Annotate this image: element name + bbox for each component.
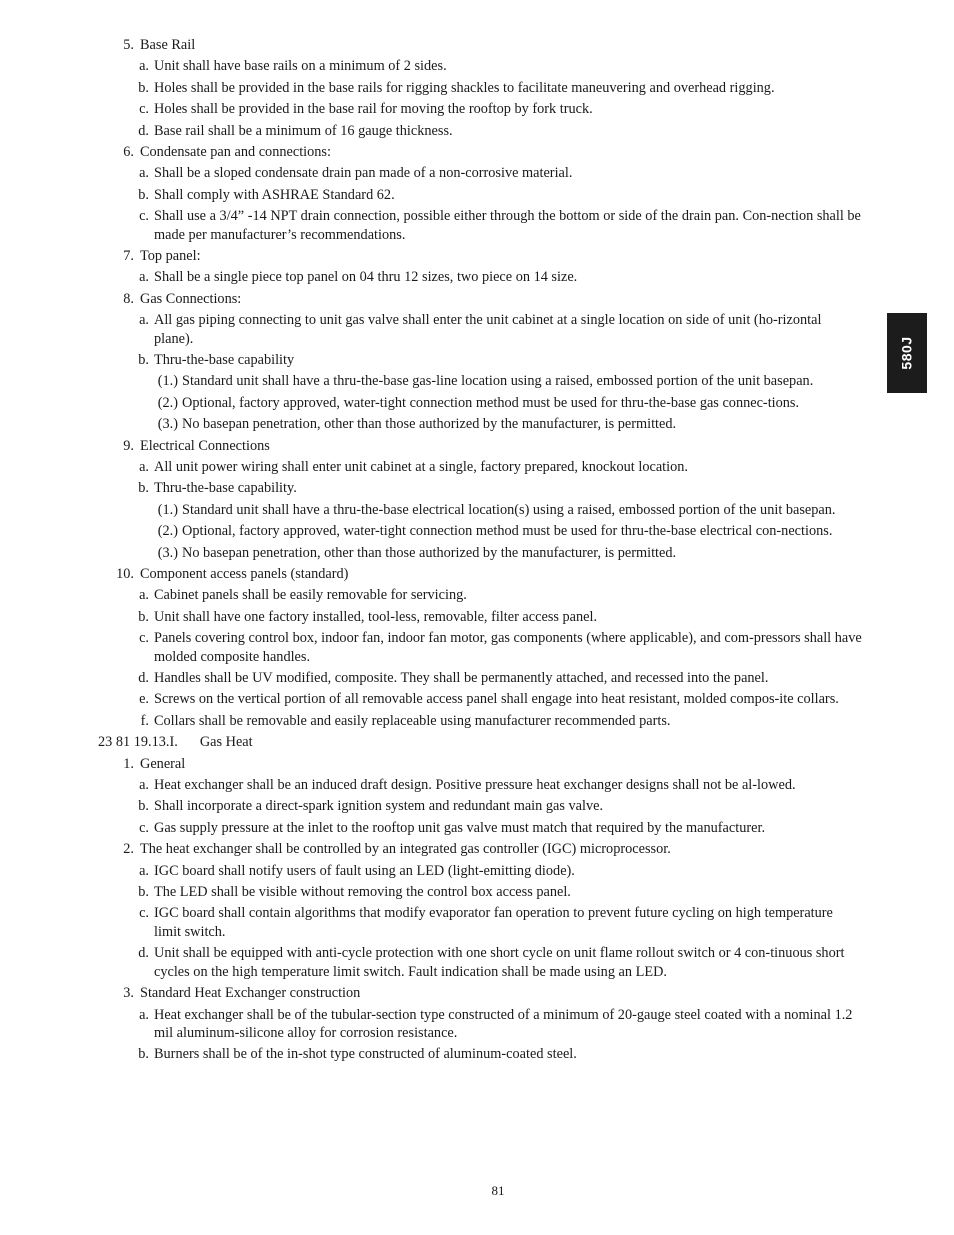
spec-item <box>0 143 954 162</box>
item-marker: c. <box>139 630 149 647</box>
page-number: 81 <box>491 1183 505 1198</box>
item-text: Unit shall have one factory installed, tool-less, removable, filter access panel. <box>154 608 598 625</box>
item-marker: a. <box>139 777 149 793</box>
item-text: Standard unit shall have a thru-the-base electrical location(s) using a raised, embossed portion of the unit basepan. <box>182 501 836 518</box>
spec-item <box>0 755 954 774</box>
item-marker: b. <box>138 352 149 369</box>
item-marker: c. <box>139 905 149 922</box>
spec-subitem <box>0 862 954 881</box>
spec-subitem <box>0 797 954 816</box>
item-text: The LED shall be visible without removing the control box access panel. <box>154 883 571 900</box>
spec-subitem <box>0 1045 954 1064</box>
item-marker: d. <box>138 670 149 687</box>
item-text: Top panel: <box>140 248 201 265</box>
item-marker: b. <box>138 798 149 815</box>
spec-subsubitem <box>0 544 954 563</box>
item-marker: a. <box>139 862 149 879</box>
item-text: All gas piping connecting to unit gas valve shall enter the unit cabinet at a single location on side of unit (ho-rizontal plane). <box>154 312 822 347</box>
spec-subitem <box>0 57 954 76</box>
item-text: All unit power wiring shall enter unit cabinet at a single, factory prepared, knockout location. <box>154 459 688 476</box>
item-marker: b. <box>138 186 149 203</box>
item-marker: 9. <box>123 437 134 454</box>
spec-item <box>0 984 954 1003</box>
item-text: Unit shall be equipped with anti-cycle protection with one short cycle on unit flame rollout switch or 4 con-tinuous short cycles on the high temperature limit switch. Fault indication shall be made using an LED. <box>154 945 845 980</box>
item-text: Shall comply with ASHRAE Standard 62. <box>154 186 395 203</box>
item-text: Screws on the vertical portion of all removable access panel shall engage into heat resistant, molded compos-ite collars. <box>154 691 839 708</box>
item-marker: a. <box>139 459 149 476</box>
item-marker: 23 81 19.13.I. <box>98 734 178 751</box>
item-marker: 7. <box>123 248 134 265</box>
spec-subitem <box>0 712 954 731</box>
item-text: Component access panels (standard) <box>140 565 349 582</box>
item-text: Burners shall be of the in-shot type constructed of aluminum-coated steel. <box>154 1046 577 1063</box>
spec-subitem <box>0 479 954 498</box>
item-marker: 3. <box>123 985 134 1002</box>
item-text: Gas supply pressure at the inlet to the rooftop unit gas valve must match that required by the manufacturer. <box>154 819 766 836</box>
item-marker: c. <box>139 101 149 118</box>
item-text: Heat exchanger shall be of the tubular-section type constructed of a minimum of 20-gauge steel coated with a nominal 1.2 mil aluminum-silicone alloy for corrosion resistance. <box>154 1006 853 1042</box>
item-marker: a. <box>139 312 149 329</box>
item-marker: 10. <box>116 565 134 582</box>
item-text: Gas Heat <box>199 734 253 751</box>
item-text: Optional, factory approved, water-tight connection method must be used for thru-the-base gas connec-tions. <box>182 394 800 411</box>
spec-subitem <box>0 122 954 141</box>
spec-subitem <box>0 207 954 244</box>
item-marker: (1.) <box>157 501 178 518</box>
spec-item <box>0 247 954 266</box>
item-text: Holes shall be provided in the base rail for moving the rooftop by fork truck. <box>154 101 593 118</box>
item-marker: 8. <box>123 290 134 307</box>
item-text: Standard unit shall have a thru-the-base gas-line location using a raised, embossed portion of the unit basepan. <box>182 373 814 390</box>
item-marker: a. <box>139 58 149 75</box>
item-marker: b. <box>138 883 149 900</box>
spec-subitem <box>0 944 954 981</box>
spec-subitem <box>0 458 954 477</box>
item-marker: 1. <box>123 755 134 772</box>
spec-item <box>0 840 954 859</box>
side-tab <box>887 313 927 393</box>
item-text: Gas Connections: <box>140 290 242 307</box>
item-text: Cabinet panels shall be easily removable for servicing. <box>154 587 467 604</box>
item-text: Standard Heat Exchanger construction <box>140 985 361 1002</box>
spec-subitem <box>0 608 954 627</box>
item-marker: a. <box>139 269 149 286</box>
spec-subitem <box>0 669 954 688</box>
item-marker: a. <box>139 587 149 604</box>
item-text: Holes shall be provided in the base rails for rigging shackles to facilitate maneuvering and overhead rigging. <box>154 79 775 96</box>
item-text: Condensate pan and connections: <box>140 143 331 160</box>
item-marker: (1.) <box>157 373 178 390</box>
spec-subitem <box>0 1006 954 1043</box>
spec-list <box>0 36 954 1067</box>
item-marker: a. <box>139 1006 149 1023</box>
item-marker: (2.) <box>157 394 178 411</box>
spec-item <box>0 565 954 584</box>
item-marker: b. <box>138 79 149 96</box>
spec-subitem <box>0 904 954 941</box>
spec-subitem <box>0 690 954 709</box>
item-text: Heat exchanger shall be an induced draft design. Positive pressure heat exchanger designs shall not be al-lowed. <box>154 777 796 793</box>
item-marker: b. <box>138 1046 149 1063</box>
item-marker: 2. <box>123 841 134 858</box>
item-text: General <box>140 755 186 772</box>
item-text: The heat exchanger shall be controlled by an integrated gas controller (IGC) microprocessor. <box>140 841 671 858</box>
item-text: Thru-the-base capability. <box>154 480 297 497</box>
item-text: Handles shall be UV modified, composite. They shall be permanently attached, and recessed into the panel. <box>154 670 769 687</box>
item-text: Electrical Connections <box>140 437 270 454</box>
item-marker: f. <box>140 712 149 729</box>
item-text: Thru-the-base capability <box>154 352 295 369</box>
item-marker: b. <box>138 480 149 497</box>
item-text: No basepan penetration, other than those authorized by the manufacturer, is permitted. <box>182 544 677 561</box>
item-text: Optional, factory approved, water-tight connection method must be used for thru-the-base electrical con-nections. <box>182 523 833 540</box>
spec-subsubitem <box>0 522 954 541</box>
side-tab-label: 580J <box>899 336 915 370</box>
item-text: No basepan penetration, other than those authorized by the manufacturer, is permitted. <box>182 416 677 433</box>
spec-subitem <box>0 629 954 666</box>
item-text: Base rail shall be a minimum of 16 gauge thickness. <box>154 122 453 139</box>
spec-subitem <box>0 883 954 902</box>
item-text: Base Rail <box>140 37 196 53</box>
section-heading <box>0 733 954 752</box>
spec-subsubitem <box>0 372 954 391</box>
spec-item <box>0 36 954 55</box>
item-text: Shall incorporate a direct-spark ignition system and redundant main gas valve. <box>154 798 604 815</box>
spec-item <box>0 437 954 456</box>
item-text: IGC board shall contain algorithms that modify evaporator fan operation to prevent future cycling on high temperature limit switch. <box>154 905 833 940</box>
item-marker: e. <box>139 691 149 708</box>
spec-subitem <box>0 100 954 119</box>
item-marker: 5. <box>123 37 134 53</box>
item-text: Shall use a 3/4” -14 NPT drain connection, possible either through the bottom or side of the drain pan. Con-nection shall be made per manufacturer’s recommendations. <box>154 208 861 243</box>
item-marker: 6. <box>123 143 134 160</box>
item-text: Collars shall be removable and easily replaceable using manufacturer recommended parts. <box>154 712 671 729</box>
item-marker: a. <box>139 165 149 182</box>
item-marker: c. <box>139 819 149 836</box>
spec-item <box>0 290 954 309</box>
spec-subitem <box>0 186 954 205</box>
spec-subitem <box>0 311 954 348</box>
item-text: Unit shall have base rails on a minimum of 2 sides. <box>154 58 447 75</box>
item-text: Shall be a sloped condensate drain pan made of a non-corrosive material. <box>154 165 573 182</box>
item-text: Shall be a single piece top panel on 04 thru 12 sizes, two piece on 14 size. <box>154 269 578 286</box>
item-text: IGC board shall notify users of fault using an LED (light-emitting diode). <box>154 862 575 879</box>
spec-subitem <box>0 586 954 605</box>
spec-subitem <box>0 351 954 370</box>
item-marker: d. <box>138 945 149 962</box>
spec-subsubitem <box>0 394 954 413</box>
spec-subitem <box>0 776 954 795</box>
spec-subitem <box>0 79 954 98</box>
spec-subitem <box>0 164 954 183</box>
item-marker: (3.) <box>157 416 178 433</box>
item-marker: c. <box>139 208 149 225</box>
spec-subsubitem <box>0 501 954 520</box>
item-text: Panels covering control box, indoor fan, indoor fan motor, gas components (where applicable), and com-pressors shall have molded composite handles. <box>154 630 862 665</box>
item-marker: b. <box>138 608 149 625</box>
item-marker: (3.) <box>157 544 178 561</box>
spec-subsubitem <box>0 415 954 434</box>
item-marker: (2.) <box>157 523 178 540</box>
item-marker: d. <box>138 122 149 139</box>
spec-subitem <box>0 268 954 287</box>
spec-subitem <box>0 819 954 838</box>
